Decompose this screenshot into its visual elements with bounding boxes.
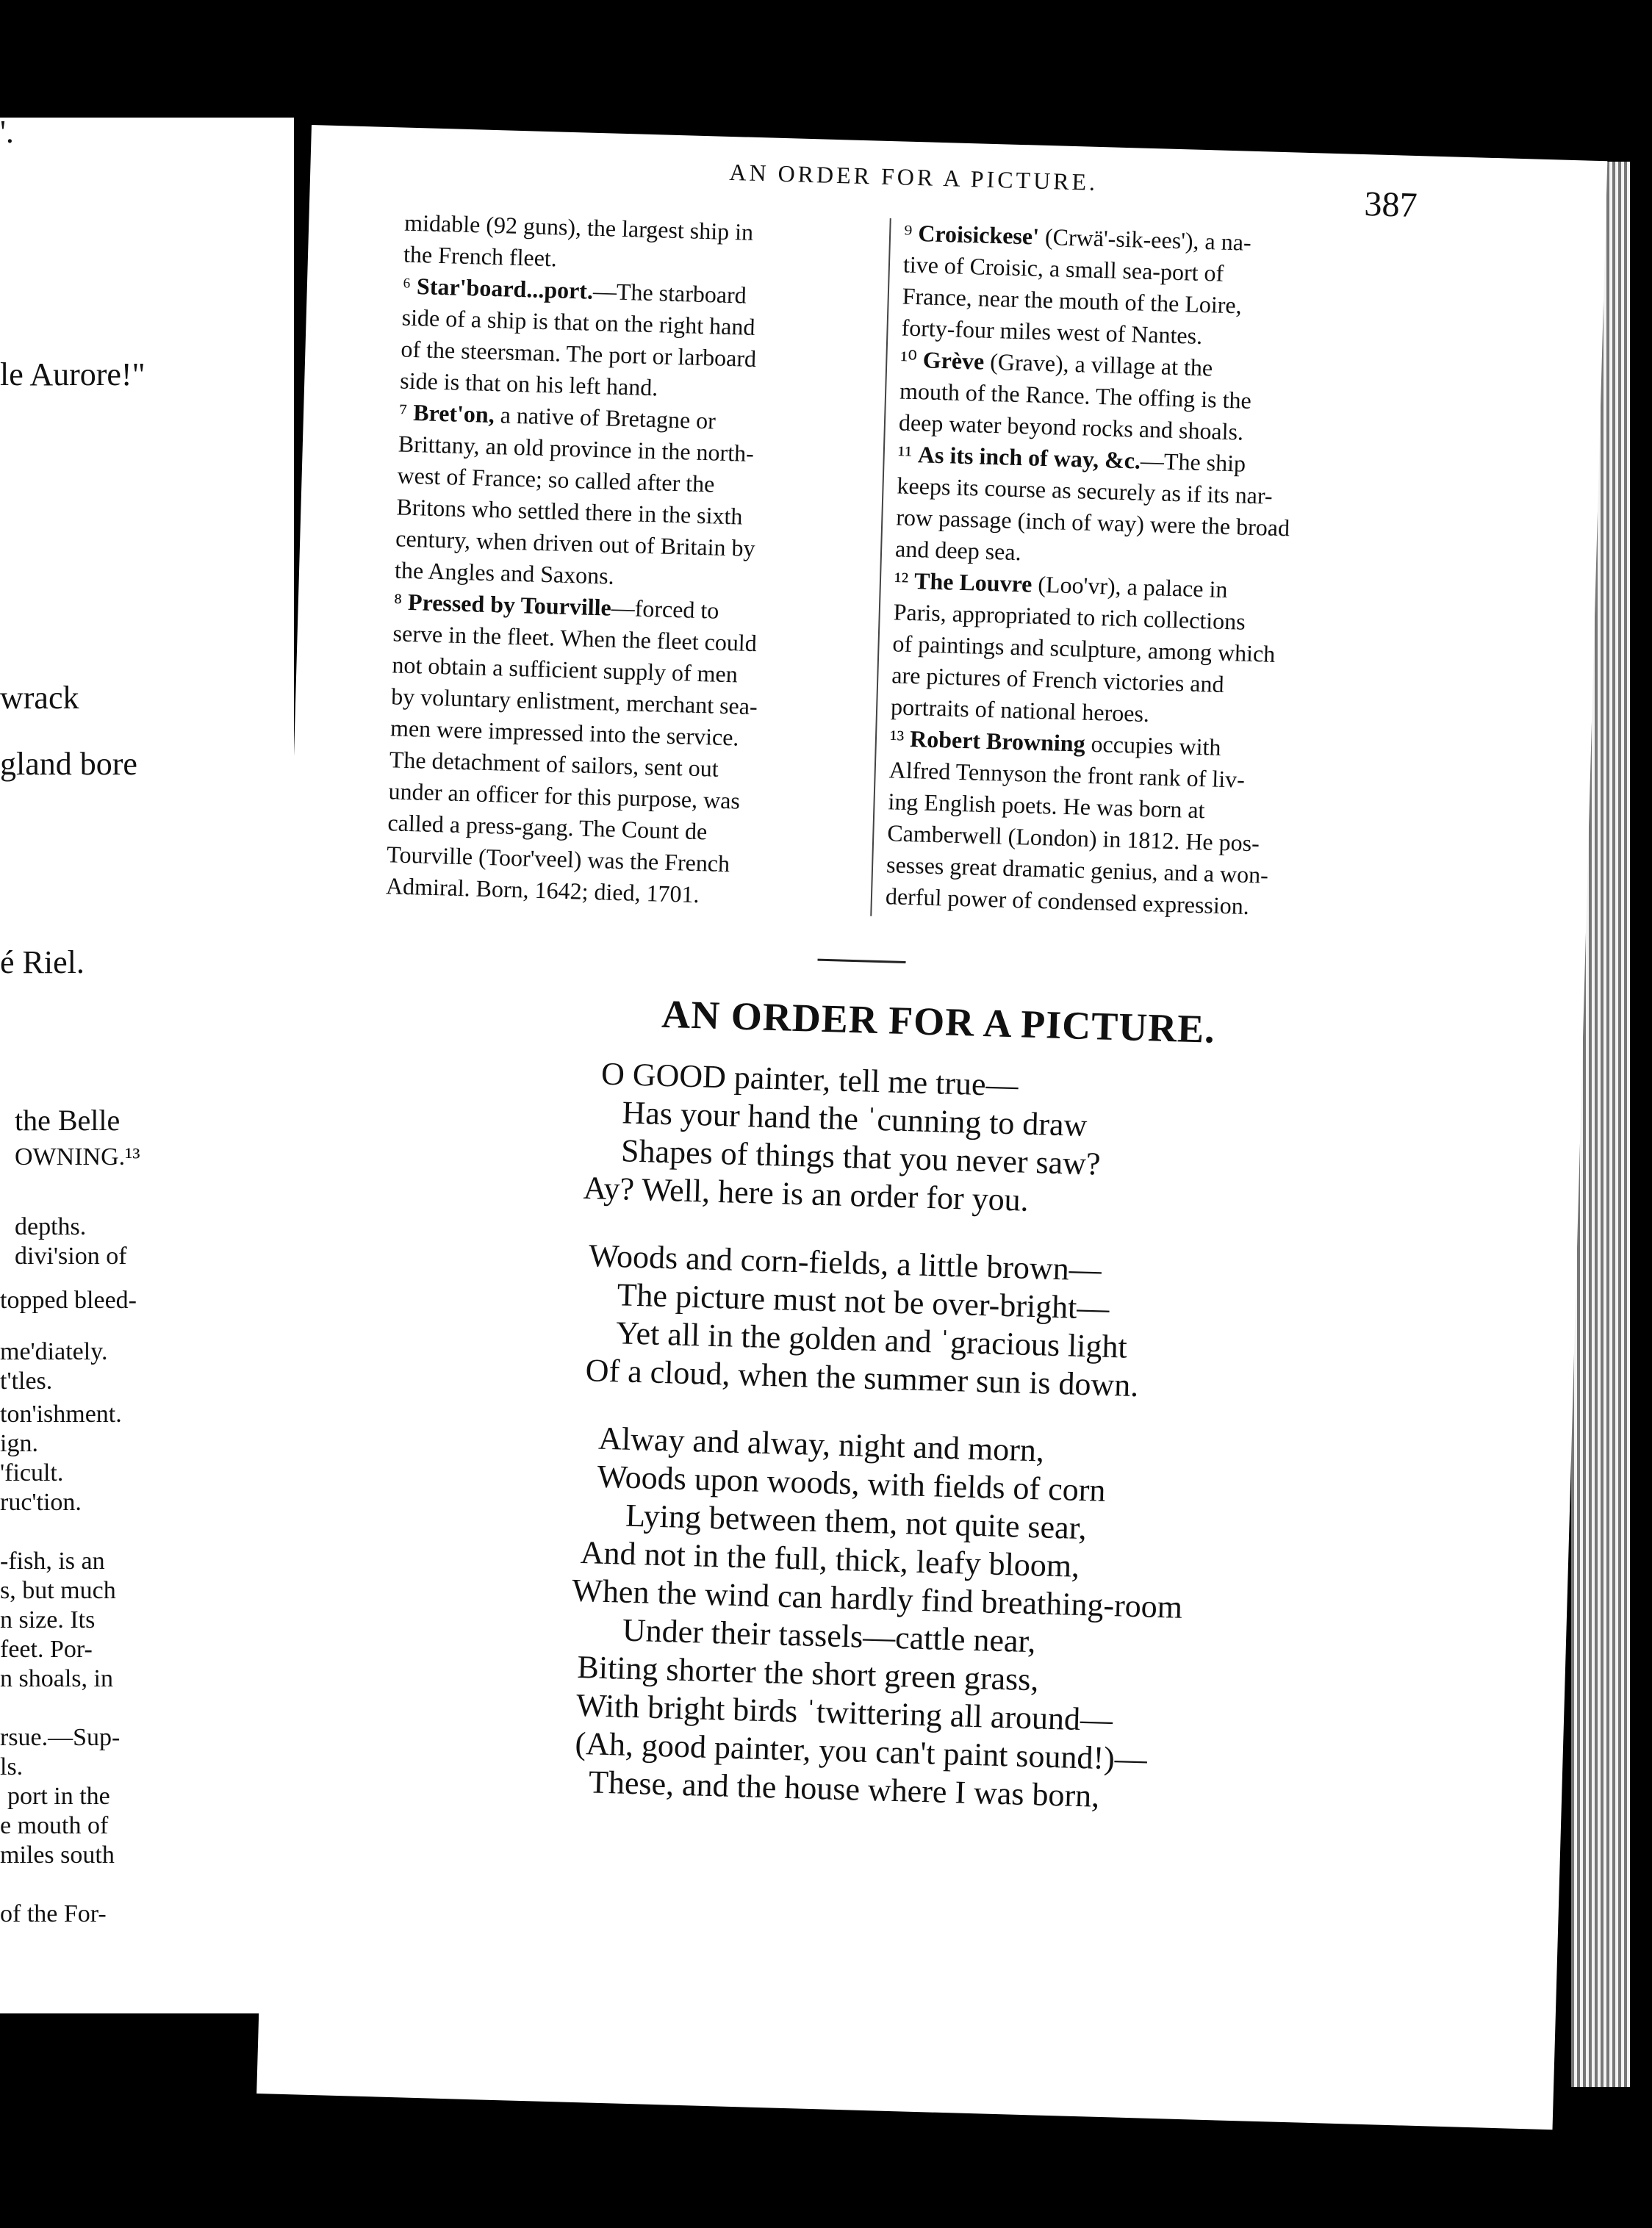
footnote-number: ⁷ <box>398 398 414 426</box>
poem-line: Under their tassels—cattle near, <box>622 1611 1037 1660</box>
poem-line: With bright birds ˈtwittering all around— <box>575 1686 1113 1739</box>
left-page-line: OWNING.¹³ <box>15 1143 140 1171</box>
footnote-line <box>895 534 1021 566</box>
footnote-text: century, when driven out of Britain by <box>395 525 756 562</box>
footnote-line <box>888 755 1245 794</box>
footnote-line <box>902 251 1224 287</box>
poem-line: Woods upon woods, with fields of corn <box>597 1458 1107 1509</box>
left-page-line: feet. Por- <box>0 1636 93 1663</box>
footnote-line <box>390 714 739 751</box>
footnote-text: Alfred Tennyson the front rank of liv- <box>888 756 1246 793</box>
left-page-line: le Aurore!" <box>0 356 146 392</box>
poem-line: When the wind can hardly find breathing-room <box>571 1572 1183 1625</box>
footnote-text: sesses great dramatic genius, and a won- <box>886 851 1269 888</box>
footnote-line <box>888 787 1205 824</box>
footnote-line <box>894 566 1227 603</box>
footnote-term: As its inch of way, &c. <box>917 441 1141 474</box>
footnote-text: serve in the fleet. When the fleet could <box>392 619 758 657</box>
footnote-line <box>901 314 1203 350</box>
footnote-line <box>396 492 743 530</box>
footnote-line <box>395 556 615 589</box>
footnote-number: ¹² <box>894 567 915 594</box>
poem-line: The picture must not be over-bright— <box>617 1276 1110 1326</box>
footnote-term: The Louvre <box>913 567 1032 597</box>
footnote-text: Admiral. Born, 1642; died, 1701. <box>385 872 700 908</box>
footnote-number: ¹⁰ <box>899 345 924 373</box>
poem-line: (Ah, good painter, you can't paint sound!)— <box>574 1725 1148 1778</box>
footnote-line <box>392 650 738 688</box>
footnote-term: Grève <box>922 346 985 375</box>
footnote-text: called a press-gang. The Count de <box>387 809 708 845</box>
poem-line: These, and the house where I was born, <box>588 1764 1100 1814</box>
left-page-line: the Belle <box>15 1104 121 1137</box>
left-page-line: of the For- <box>0 1900 107 1927</box>
footnote-text: —forced to <box>611 594 719 624</box>
footnote-text: Britons who settled there in the sixth <box>396 493 743 530</box>
footnote-text: ing English poets. He was born at <box>888 788 1205 824</box>
footnote-line <box>397 461 715 497</box>
left-page-line: 'ficult. <box>0 1459 64 1487</box>
footnote-text: west of France; so called after the <box>397 461 715 497</box>
footnote-line <box>403 240 558 273</box>
running-title: AN ORDER FOR A PICTURE. <box>728 158 1099 195</box>
footnote-line <box>893 597 1246 635</box>
footnote-line <box>387 808 708 845</box>
footnote-term: Star'board...port. <box>416 273 594 304</box>
footnote-number: ⁸ <box>393 588 409 615</box>
poem-line: O GOOD painter, tell me true— <box>600 1055 1019 1104</box>
poem-line: Has your hand the ˈcunning to draw <box>621 1094 1088 1143</box>
footnote-text: of paintings and sculpture, among which <box>892 630 1276 667</box>
footnote-text: Brittany, an old province in the north- <box>398 430 755 467</box>
poem-line: Woods and corn-fields, a little brown— <box>588 1237 1102 1288</box>
left-page-line: me'diately. <box>0 1338 108 1365</box>
footnote-text: the French fleet. <box>403 240 558 272</box>
footnote-line <box>900 345 1213 382</box>
left-page-line: topped bleed- <box>0 1287 137 1314</box>
left-page-line: ton'ishment. <box>0 1401 122 1428</box>
footnote-line <box>393 587 719 624</box>
footnote-text: midable (92 guns), the largest ship in <box>403 209 754 245</box>
footnote-line <box>388 777 740 814</box>
left-page-line: rsue.—Sup- <box>0 1724 121 1751</box>
poem-line: Of a cloud, when the summer sun is down. <box>585 1352 1140 1404</box>
footnote-text: Camberwell (London) in 1812. He pos- <box>886 819 1260 857</box>
left-page-line: n size. Its <box>0 1606 96 1634</box>
poem-line: Ay? Well, here is an order for you. <box>583 1169 1030 1218</box>
footnote-line <box>398 429 754 467</box>
poem-line: Biting shorter the short green grass, <box>576 1648 1040 1698</box>
left-page-line: '. <box>0 118 14 150</box>
footnote-text: side of a ship is that on the right hand <box>401 303 755 340</box>
footnote-number: ⁶ <box>402 272 417 300</box>
left-page-line: t'tles. <box>0 1368 53 1395</box>
poem-line: Yet all in the golden and ˈgracious light <box>615 1315 1128 1365</box>
left-page-line: s, but much <box>0 1577 116 1604</box>
footnote-term: Pressed by Tourville <box>407 588 612 621</box>
footnote-text: are pictures of French victories and <box>891 661 1225 697</box>
footnote-text: under an officer for this purpose, was <box>388 777 741 814</box>
poem-line: Alway and alway, night and morn, <box>597 1420 1045 1469</box>
left-page-line: n shoals, in <box>0 1665 113 1692</box>
footnote-line <box>891 692 1150 727</box>
left-page-line: ign. <box>0 1430 38 1457</box>
left-page-line: divi'sion of <box>15 1243 127 1270</box>
footnote-line <box>902 282 1242 320</box>
poem-line: And not in the full, thick, leafy bloom, <box>580 1534 1080 1584</box>
footnote-text: portraits of national heroes. <box>890 693 1150 727</box>
left-page-line: port in the <box>7 1783 110 1810</box>
footnote-line <box>904 219 1251 256</box>
left-page-line: e mouth of <box>0 1812 109 1839</box>
footnote-term: Robert Browning <box>909 725 1086 757</box>
footnote-number: ¹³ <box>889 725 911 752</box>
footnote-text: —The ship <box>1140 447 1246 477</box>
footnote-line <box>389 745 719 782</box>
footnote-text: —The starboard <box>592 277 747 309</box>
footnote-text: not obtain a sufficient supply of men <box>392 651 739 688</box>
footnote-line <box>395 524 755 562</box>
footnote-line <box>889 724 1221 761</box>
footnote-line <box>404 209 754 246</box>
page-number: 387 <box>1363 184 1418 226</box>
footnote-line <box>885 882 1249 920</box>
footnote-text: derful power of condensed expression. <box>885 883 1250 920</box>
footnote-text: and deep sea. <box>894 535 1022 566</box>
footnote-text: mouth of the Rance. The offing is the <box>899 377 1252 414</box>
footnote-line <box>387 840 730 877</box>
left-page-line: é Riel. <box>0 944 85 980</box>
footnote-line <box>897 439 1246 477</box>
footnote-text: by voluntary enlistment, merchant sea- <box>390 683 758 720</box>
poem-line: Shapes of things that you never saw? <box>620 1132 1102 1182</box>
footnote-text: (Grave), a village at the <box>983 348 1213 381</box>
footnote-number: ⁹ <box>903 219 919 247</box>
footnote-line <box>392 619 757 657</box>
footnote-line <box>400 367 658 402</box>
left-page-line: ruc'tion. <box>0 1489 82 1516</box>
footnote-line <box>386 872 700 908</box>
footnote-text: France, near the mouth of the Loire, <box>902 282 1243 319</box>
footnote-line <box>898 408 1243 445</box>
footnote-text: the Angles and Saxons. <box>394 556 615 589</box>
footnote-text: forty-four miles west of Nantes. <box>901 314 1203 349</box>
footnote-text: side is that on his left hand. <box>399 367 658 401</box>
footnote-text: of the steersman. The port or larboard <box>401 335 757 373</box>
section-separator <box>818 959 906 963</box>
footnote-line <box>891 661 1224 698</box>
left-page <box>0 118 294 2013</box>
footnote-text: (Loo'vr), a palace in <box>1031 570 1228 603</box>
left-page-line: wrack <box>0 680 79 716</box>
left-page-line: gland bore <box>0 746 137 782</box>
footnote-text: Tourville (Toor'veel) was the French <box>386 841 730 877</box>
footnote-text: occupies with <box>1085 730 1221 761</box>
left-page-line: depths. <box>15 1213 87 1240</box>
footnote-term: Bret'on, <box>412 399 495 428</box>
footnote-text: tive of Croisic, a small sea-port of <box>902 251 1224 287</box>
poem-title: AN ORDER FOR A PICTURE. <box>661 991 1216 1052</box>
footnote-text: deep water beyond rocks and shoals. <box>898 409 1244 445</box>
footnote-line <box>402 272 747 309</box>
footnote-text: The detachment of sailors, sent out <box>389 746 719 782</box>
left-page-line: miles south <box>0 1841 115 1869</box>
poem-line: Lying between them, not quite sear, <box>625 1497 1088 1547</box>
footnote-text: keeps its course as securely as if its nar- <box>897 472 1274 509</box>
footnote-line <box>401 335 757 373</box>
footnote-number: ¹¹ <box>897 440 919 468</box>
main-page <box>256 125 1607 2130</box>
footnote-line <box>899 376 1252 414</box>
footnote-line <box>401 303 755 341</box>
footnote-text: men were impressed into the service. <box>389 714 739 751</box>
left-page-line: ls. <box>0 1753 24 1780</box>
footnote-text: Paris, appropriated to rich collections <box>893 598 1246 635</box>
left-page-line: -fish, is an <box>0 1548 105 1575</box>
footnote-line <box>399 398 717 434</box>
footnote-text: a native of Bretagne or <box>494 401 717 434</box>
footnote-text: row passage (inch of way) were the broad <box>895 503 1290 542</box>
footnote-text: (Crwä'-sik-ees'), a na- <box>1038 223 1252 256</box>
footnote-term: Croisickese' <box>917 220 1040 250</box>
